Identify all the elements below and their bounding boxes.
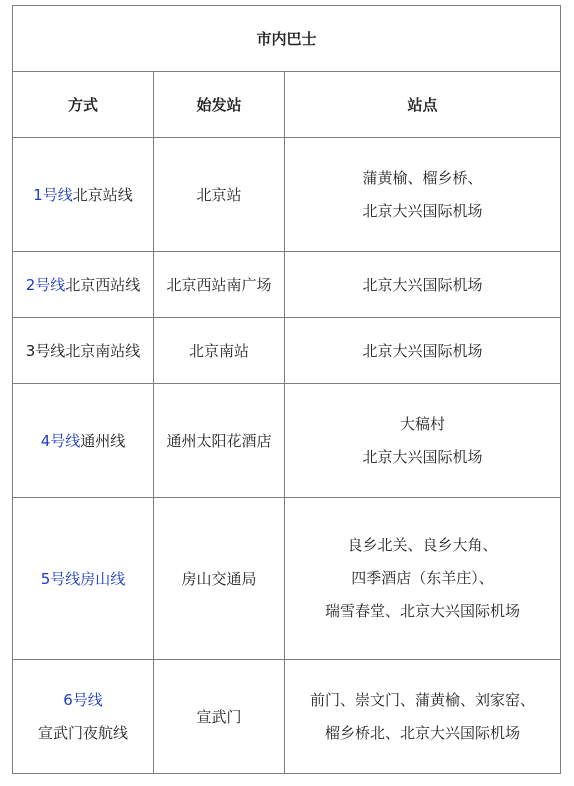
route-name: 通州线 — [80, 432, 126, 450]
route-link[interactable]: 5号线房山线 — [40, 570, 126, 588]
stop-line: 榴乡桥北、北京大兴国际机场 — [325, 723, 521, 742]
stop-line: 北京大兴国际机场 — [362, 201, 483, 220]
stops-cell — [285, 384, 561, 498]
route-link[interactable]: 6号线 — [63, 690, 103, 709]
stop-line: 蒲黄榆、榴乡桥、 — [362, 168, 483, 187]
start-station: 房山交通局 — [154, 498, 285, 660]
route-link[interactable]: 4号线 — [40, 432, 81, 450]
route-cell — [13, 384, 154, 498]
route-name: 3号线北京南站线 — [25, 342, 141, 360]
stops-cell — [285, 318, 561, 384]
route-cell — [13, 252, 154, 318]
header-start: 始发站 — [154, 72, 285, 138]
table-row — [13, 138, 561, 252]
start-station: 北京西站南广场 — [154, 252, 285, 318]
start-station: 通州太阳花酒店 — [154, 384, 285, 498]
route-name: 宣武门夜航线 — [37, 723, 128, 742]
stops-cell — [285, 498, 561, 660]
start-station: 北京站 — [154, 138, 285, 252]
stop-line: 北京大兴国际机场 — [362, 276, 483, 294]
stop-line: 大稿村 — [400, 414, 446, 433]
stop-line: 北京大兴国际机场 — [362, 342, 483, 360]
route-link[interactable]: 1号线 — [33, 186, 73, 204]
stops-cell — [285, 660, 561, 774]
stops-cell — [285, 138, 561, 252]
route-name: 北京西站线 — [65, 276, 141, 294]
stop-line: 四季酒店（东羊庄）、 — [351, 569, 494, 587]
table-row — [13, 498, 561, 660]
route-link[interactable]: 2号线 — [25, 276, 66, 294]
table-row — [13, 660, 561, 774]
table-row — [13, 252, 561, 318]
header-stops: 站点 — [285, 72, 561, 138]
stop-line: 良乡北关、良乡大角、 — [347, 536, 498, 554]
stop-line: 瑞雪春堂、北京大兴国际机场 — [325, 602, 521, 620]
start-station: 北京南站 — [154, 318, 285, 384]
table-title: 市内巴士 — [13, 6, 561, 72]
route-cell — [13, 318, 154, 384]
stop-line: 北京大兴国际机场 — [362, 447, 483, 466]
route-cell — [13, 660, 154, 774]
table-row — [13, 318, 561, 384]
table-row — [13, 384, 561, 498]
route-cell — [13, 498, 154, 660]
bus-table — [12, 5, 561, 774]
stops-cell — [285, 252, 561, 318]
route-cell — [13, 138, 154, 252]
start-station: 宣武门 — [154, 660, 285, 774]
header-method: 方式 — [13, 72, 154, 138]
stop-line: 前门、崇文门、蒲黄榆、刘家窑、 — [310, 690, 536, 709]
route-name: 北京站线 — [72, 186, 133, 204]
